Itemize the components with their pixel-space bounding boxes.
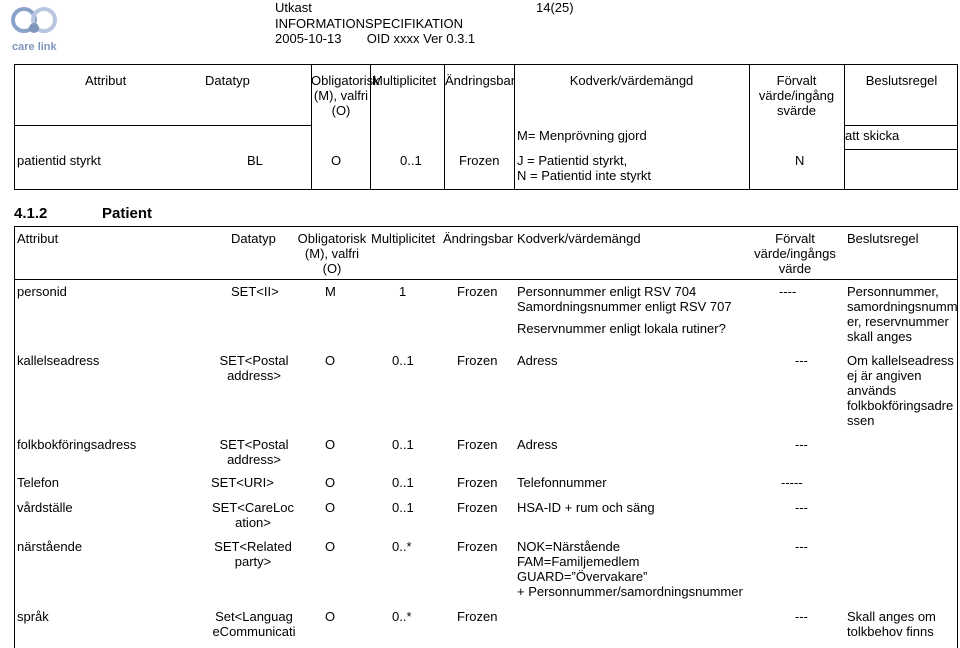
- t2-row-sprak-beslut-2: tolkbehov finns: [847, 624, 934, 639]
- t1-row-forvalt: N: [795, 153, 805, 168]
- t2-row-personid-mult: 1: [399, 284, 407, 299]
- t1-row-oblig: O: [331, 153, 342, 168]
- t2-header-andr: Ändringsbar: [443, 231, 514, 246]
- t1-header-datatyp: Datatyp: [205, 73, 250, 88]
- t1-row-andr: Frozen: [459, 153, 500, 168]
- t2-header-attribut: Attribut: [17, 231, 59, 246]
- t2-row-narstaende-datatyp-1: SET<Related: [214, 539, 292, 554]
- t2-row-kallelseadress-beslut-4: folkbokföringsadre: [847, 398, 954, 413]
- t2-row-kallelseadress-beslut-2: ej är angiven: [847, 368, 922, 383]
- t2-row-narstaende-kodverk-4: + Personnummer/samordningsnummer: [517, 584, 743, 599]
- t2-row-kallelseadress-beslut-5: ssen: [847, 413, 875, 428]
- t2-row-narstaende-oblig: O: [325, 539, 336, 554]
- t2-row-personid-oblig: M: [325, 284, 336, 299]
- doc-date-version: 2005-10-13 OID xxxx Ver 0.3.1: [275, 31, 476, 46]
- t1-note-beslut: att skicka: [845, 128, 900, 143]
- t2-row-folkbokforing-datatyp-2: address>: [227, 452, 281, 467]
- page-number: 14(25): [536, 0, 574, 15]
- t2-row-narstaende-mult: 0..*: [392, 539, 412, 554]
- t2-row-narstaende-kodverk-3: GUARD=”Övervakare”: [517, 569, 648, 584]
- t2-row-sprak-mult: 0..*: [392, 609, 412, 624]
- t2-row-telefon-oblig: O: [325, 475, 336, 490]
- t2-row-sprak-andr: Frozen: [457, 609, 498, 624]
- t1-header-beslut: Beslutsregel: [865, 73, 938, 88]
- t2-row-sprak-beslut-1: Skall anges om: [847, 609, 936, 624]
- t1-row-attribut: patientid styrkt: [17, 153, 101, 168]
- t2-row-folkbokforing-forvalt: ---: [795, 437, 808, 452]
- t2-row-kallelseadress-oblig: O: [325, 353, 336, 368]
- t2-row-sprak-forvalt: ---: [795, 609, 808, 624]
- t2-header-beslut: Beslutsregel: [847, 231, 919, 246]
- t2-row-narstaende-datatyp-2: party>: [234, 554, 272, 569]
- t2-header-forvalt: Förvalt värde/ingångs värde: [754, 231, 836, 276]
- t2-row-kallelseadress-forvalt: ---: [795, 353, 808, 368]
- t2-row-folkbokforing-kodverk: Adress: [517, 437, 558, 452]
- t2-row-vardstalle-mult: 0..1: [392, 500, 414, 515]
- t2-row-narstaende-forvalt: ---: [795, 539, 808, 554]
- t2-row-personid-kodverk-3: Reservnummer enligt lokala rutiner?: [517, 321, 726, 336]
- attribute-table-1: [14, 64, 958, 190]
- t1-row-datatyp: BL: [247, 153, 263, 168]
- t2-row-vardstalle-kodverk: HSA-ID + rum och säng: [517, 500, 655, 515]
- t2-row-personid-beslut-1: Personnummer,: [847, 284, 939, 299]
- t2-row-sprak-datatyp-2: eCommunicati: [212, 624, 296, 639]
- t1-header-attribut: Attribut: [85, 73, 127, 88]
- t2-row-telefon-attribut: Telefon: [17, 475, 59, 490]
- section-title: Patient: [102, 205, 153, 222]
- t2-row-folkbokforing-attribut: folkbokföringsadress: [17, 437, 137, 452]
- t2-row-vardstalle-oblig: O: [325, 500, 336, 515]
- t2-row-personid-beslut-4: skall anges: [847, 329, 913, 344]
- document-header: [275, 0, 475, 47]
- t2-row-kallelseadress-mult: 0..1: [392, 353, 414, 368]
- t2-row-folkbokforing-andr: Frozen: [457, 437, 498, 452]
- t2-row-personid-kodverk-1: Personnummer enligt RSV 704: [517, 284, 697, 299]
- t1-note-kodverk: M= Menprövning gjord: [517, 128, 647, 143]
- t2-row-kallelseadress-attribut: kallelseadress: [17, 353, 100, 368]
- t2-row-personid-kodverk-2: Samordningsnummer enligt RSV 707: [517, 299, 732, 314]
- t2-row-kallelseadress-beslut-1: Om kallelseadress: [847, 353, 954, 368]
- t2-header-kodverk: Kodverk/värdemängd: [517, 231, 641, 246]
- t2-header-mult: Multiplicitet: [371, 231, 436, 246]
- t2-row-kallelseadress-kodverk: Adress: [517, 353, 558, 368]
- t2-row-folkbokforing-datatyp-1: SET<Postal: [219, 437, 289, 452]
- t1-row-kodverk-2: N = Patientid inte styrkt: [517, 168, 652, 183]
- t1-header-kodverk: Kodverk/värdemängd: [569, 73, 694, 88]
- t2-header-datatyp: Datatyp: [231, 231, 276, 246]
- t2-row-narstaende-attribut: närstående: [17, 539, 83, 554]
- t2-row-personid-beslut-2: samordningsnumm: [847, 299, 958, 314]
- t1-header-forvalt: Förvalt värde/ingång svärde: [758, 73, 835, 118]
- logo-text: care link: [12, 41, 57, 53]
- patient-attribute-table: [14, 226, 958, 648]
- t2-row-telefon-datatyp: SET<URI>: [211, 475, 274, 490]
- t2-row-personid-attribut: personid: [17, 284, 67, 299]
- t2-row-telefon-mult: 0..1: [392, 475, 414, 490]
- t1-header-oblig: Obligatorisk (M), valfri (O): [311, 73, 380, 118]
- carelink-logo: [8, 4, 68, 54]
- t2-row-narstaende-kodverk-2: FAM=Familjemedlem: [517, 554, 640, 569]
- t2-row-telefon-kodverk: Telefonnummer: [517, 475, 607, 490]
- t2-row-kallelseadress-datatyp-1: SET<Postal: [219, 353, 289, 368]
- t2-row-kallelseadress-beslut-3: används: [847, 383, 897, 398]
- t2-row-narstaende-kodverk-1: NOK=Närstående: [517, 539, 620, 554]
- doc-status: Utkast: [275, 0, 312, 15]
- t2-row-folkbokforing-oblig: O: [325, 437, 336, 452]
- t2-row-kallelseadress-datatyp-2: address>: [227, 368, 281, 383]
- t2-row-personid-andr: Frozen: [457, 284, 498, 299]
- t2-row-personid-forvalt: ----: [779, 284, 797, 299]
- section-number: 4.1.2: [14, 205, 48, 222]
- t2-row-vardstalle-andr: Frozen: [457, 500, 498, 515]
- t2-row-telefon-forvalt: -----: [781, 475, 803, 490]
- t2-row-sprak-attribut: språk: [17, 609, 49, 624]
- t2-row-vardstalle-attribut: vårdställe: [17, 500, 73, 515]
- t1-row-mult: 0..1: [400, 153, 422, 168]
- t1-row-kodverk-1: J = Patientid styrkt,: [517, 153, 628, 168]
- t2-row-vardstalle-forvalt: ---: [795, 500, 808, 515]
- t2-row-personid-datatyp: SET<II>: [231, 284, 279, 299]
- t2-row-vardstalle-datatyp-1: SET<CareLoc: [211, 500, 294, 515]
- t2-row-sprak-datatyp-1: Set<Languag: [215, 609, 293, 624]
- t2-row-vardstalle-datatyp-2: ation>: [235, 515, 271, 530]
- doc-title: INFORMATIONSPECIFIKATION: [275, 15, 464, 31]
- t2-row-telefon-andr: Frozen: [457, 475, 498, 490]
- t2-row-narstaende-andr: Frozen: [457, 539, 498, 554]
- t2-row-sprak-oblig: O: [325, 609, 336, 624]
- t2-row-folkbokforing-mult: 0..1: [392, 437, 414, 452]
- t2-header-oblig: Obligatorisk (M), valfri (O): [297, 231, 367, 276]
- t1-header-mult: Multiplicitet: [372, 73, 437, 88]
- t1-header-andr: Ändringsbar: [445, 73, 516, 88]
- t2-row-kallelseadress-andr: Frozen: [457, 353, 498, 368]
- t2-row-personid-beslut-3: er, reservnummer: [847, 314, 949, 329]
